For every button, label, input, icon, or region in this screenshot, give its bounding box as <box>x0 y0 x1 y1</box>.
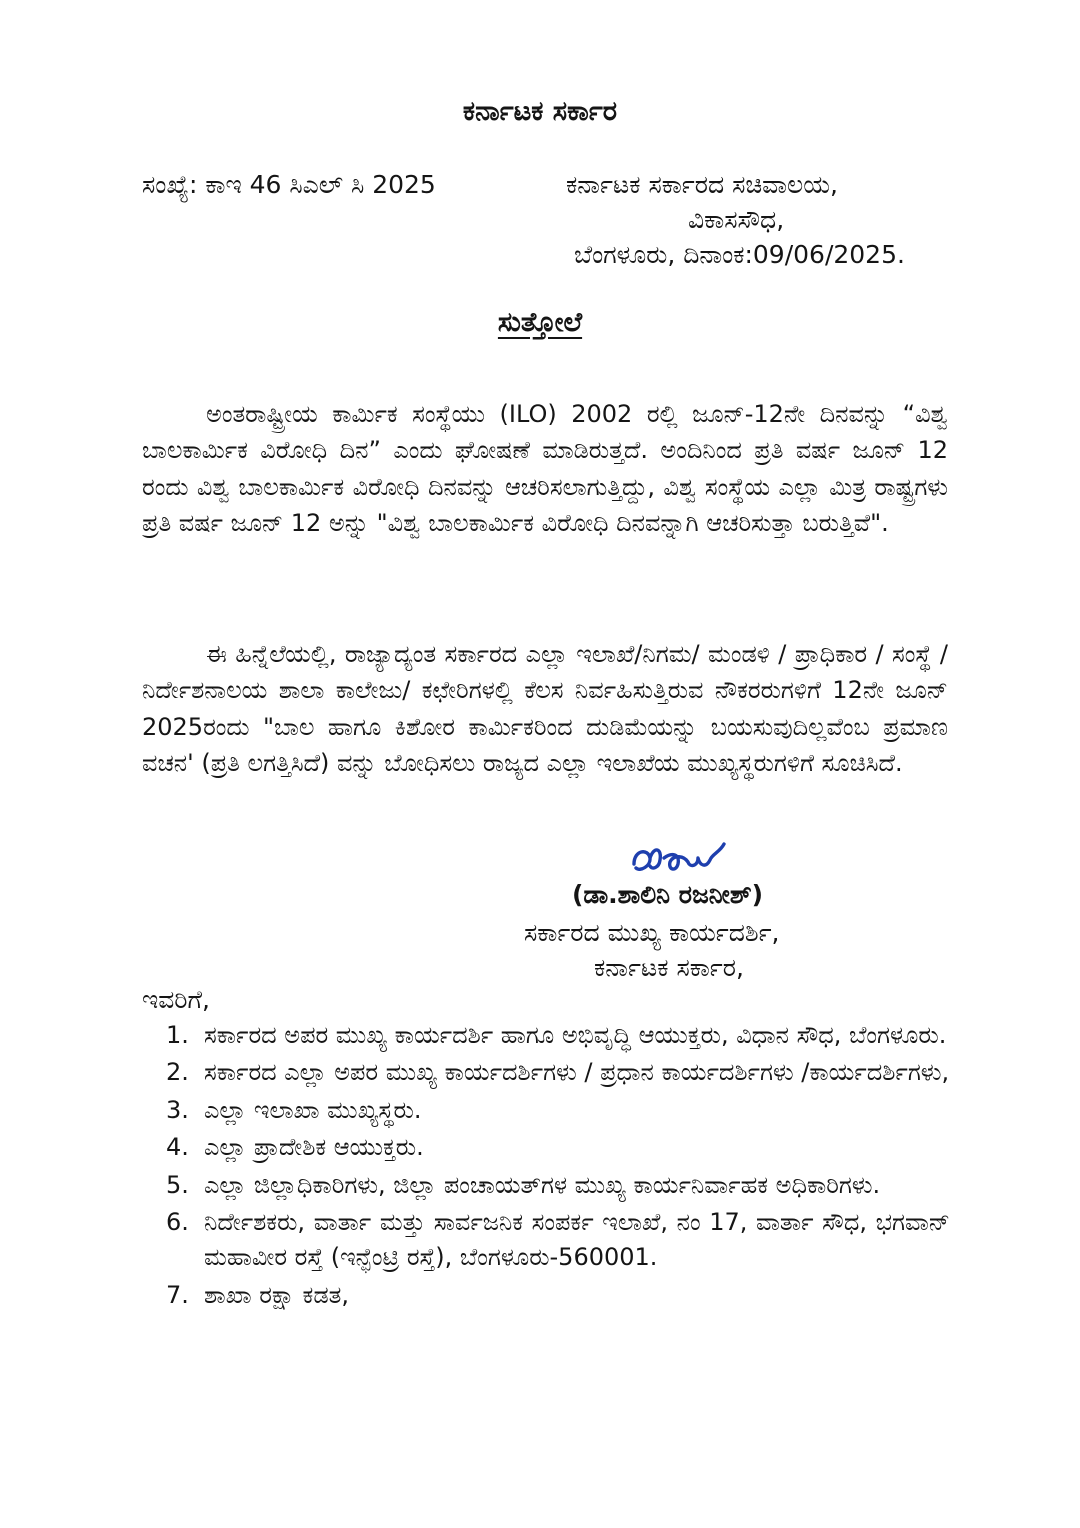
recipient-item <box>166 1055 950 1090</box>
recipient-number: 1. <box>166 1021 189 1049</box>
body-paragraph-1: ಅಂತರಾಷ್ಟ್ರೀಯ ಕಾರ್ಮಿಕ ಸಂಸ್ಥೆಯು (ILO) 2002 ರಲ್ಲಿ ಜೂನ್-12ನೇ ದಿನವನ್ನು “ವಿಶ್ವ ಬಾಲಕಾರ್ಮಿಕ ವಿರೋಧಿ ದಿನ” ಎಂದು ಘೋಷಣೆ ಮಾಡಿರುತ್ತದೆ. ಅಂದಿನಿಂದ ಪ್ರತಿ ವರ್ಷ ಜೂನ್ 12 ರಂದು ವಿಶ್ವ ಬಾಲಕಾರ್ಮಿಕ ವಿರೋಧಿ ದಿನವನ್ನು ಆಚರಿಸಲಾಗುತ್ತಿದ್ದು, ವಿಶ್ವ ಸಂಸ್ಥೆಯ ಎಲ್ಲಾ ಮಿತ್ರ ರಾಷ್ಟ್ರಗಳು ಪ್ರತಿ ವರ್ಷ ಜೂನ್ 12 ಅನ್ನು "ವಿಶ್ವ ಬಾಲಕಾರ್ಮಿಕ ವಿರೋಧಿ ದಿನವನ್ನಾಗಿ ಆಚರಿಸುತ್ತಾ ಬರುತ್ತಿವೆ". <box>142 400 948 537</box>
signature-stroke <box>634 844 724 869</box>
recipient-item <box>166 1018 950 1053</box>
recipient-text: ಎಲ್ಲಾ ಇಲಾಖಾ ಮುಖ್ಯಸ್ಥರು. <box>204 1095 422 1124</box>
recipient-text: ಸರ್ಕಾರದ ಎಲ್ಲಾ ಅಪರ ಮುಖ್ಯ ಕಾರ್ಯದರ್ಶಿಗಳು / ಪ್ರಧಾನ ಕಾರ್ಯದರ್ಶಿಗಳು /ಕಾರ್ಯದರ್ಶಿಗಳು, <box>204 1058 950 1087</box>
recipient-number: 7. <box>166 1280 189 1309</box>
recipient-number: 6. <box>166 1208 189 1237</box>
body-paragraph-2: ಈ ಹಿನ್ನೆಲೆಯಲ್ಲಿ, ರಾಜ್ಯಾದ್ಯಂತ ಸರ್ಕಾರದ ಎಲ್ಲಾ ಇಲಾಖೆ/ನಿಗಮ/ ಮಂಡಳಿ / ಪ್ರಾಧಿಕಾರ / ಸಂಸ್ಥೆ / ನಿರ್ದೇಶನಾಲಯ ಶಾಲಾ ಕಾಲೇಜು/ ಕಛೇರಿಗಳಲ್ಲಿ ಕೆಲಸ ನಿರ್ವಹಿಸುತ್ತಿರುವ ನೌಕರರುಗಳಿಗೆ 12ನೇ ಜೂನ್ 2025ರಂದು "ಬಾಲ ಹಾಗೂ ಕಿಶೋರ ಕಾರ್ಮಿಕರಿಂದ ದುಡಿಮೆಯನ್ನು ಬಯಸುವುದಿಲ್ಲವೆಂಬ ಪ್ರಮಾಣ ವಚನ' (ಪ್ರತಿ ಲಗತ್ತಿಸಿದೆ) ವನ್ನು ಬೋಧಿಸಲು ರಾಜ್ಯದ ಎಲ್ಲಾ ಇಲಾಖೆಯ ಮುಖ್ಯಸ್ಥರುಗಳಿಗೆ ಸೂಚಿಸಿದೆ. <box>142 640 948 777</box>
reference-number: ಸಂಖ್ಯೆ: ಕಾಇ 46 ಸಿಎಲ್ ಸಿ 2025 <box>142 170 436 199</box>
address-line-building: ವಿಕಾಸಸೌಧ, <box>688 205 785 234</box>
signatory-organization: ಕರ್ನಾಟಕ ಸರ್ಕಾರ, <box>594 953 744 982</box>
address-line-date: ಬೆಂಗಳೂರು, ದಿನಾಂಕ:09/06/2025. <box>574 240 905 269</box>
recipient-item <box>166 1278 950 1313</box>
recipient-number: 4. <box>166 1133 189 1162</box>
recipient-item <box>166 1168 950 1203</box>
recipient-item <box>166 1130 950 1165</box>
recipient-text: ಎಲ್ಲಾ ಪ್ರಾದೇಶಿಕ ಆಯುಕ್ತರು. <box>204 1133 424 1162</box>
recipient-number: 5. <box>166 1170 189 1199</box>
recipient-text: ನಿರ್ದೇಶಕರು, ವಾರ್ತಾ ಮತ್ತು ಸಾರ್ವಜನಿಕ ಸಂಪರ್ಕ ಇಲಾಖೆ, ನಂ 17, ವಾರ್ತಾ ಸೌಧ, ಭಗವಾನ್ ಮಹಾವೀರ ರಸ್ತೆ (ಇನ್ಫೆಂಟ್ರಿ ರಸ್ತೆ), ಬೆಂಗಳೂರು-560001. <box>204 1208 950 1272</box>
recipient-text: ಎಲ್ಲಾ ಜಿಲ್ಲಾಧಿಕಾರಿಗಳು, ಜಿಲ್ಲಾ ಪಂಚಾಯತ್‌ಗಳ ಮುಖ್ಯ ಕಾರ್ಯನಿರ್ವಾಹಕ ಅಧಿಕಾರಿಗಳು. <box>204 1170 881 1199</box>
recipient-item <box>166 1093 950 1128</box>
recipient-text: ಶಾಖಾ ರಕ್ಷಾ ಕಡತ, <box>204 1280 349 1309</box>
government-title: ಕರ್ನಾಟಕ ಸರ್ಕಾರ <box>462 96 618 127</box>
recipient-number: 2. <box>166 1058 189 1087</box>
subject-heading <box>0 307 1080 339</box>
recipient-number: 3. <box>166 1095 189 1124</box>
address-line-secretariat: ಕರ್ನಾಟಕ ಸರ್ಕಾರದ ಸಚಿವಾಲಯ, <box>566 170 838 199</box>
recipients-heading: ಇವರಿಗೆ, <box>142 985 210 1014</box>
signatory-designation: ಸರ್ಕಾರದ ಮುಖ್ಯ ಕಾರ್ಯದರ್ಶಿ, <box>524 918 780 947</box>
recipient-item <box>166 1205 950 1276</box>
signature-mark <box>628 836 738 886</box>
signatory-name: (ಡಾ.ಶಾಲಿನಿ ರಜನೀಶ್) <box>572 880 764 909</box>
subject-text: ಸುತ್ತೋಲೆ <box>497 307 583 338</box>
recipient-text: ಸರ್ಕಾರದ ಅಪರ ಮುಖ್ಯ ಕಾರ್ಯದರ್ಶಿ ಹಾಗೂ ಅಭಿವೃದ್ಧಿ ಆಯುಕ್ತರು, ವಿಧಾನ ಸೌಧ, ಬೆಂಗಳೂರು. <box>204 1021 947 1049</box>
recipients-list <box>166 1018 950 1315</box>
